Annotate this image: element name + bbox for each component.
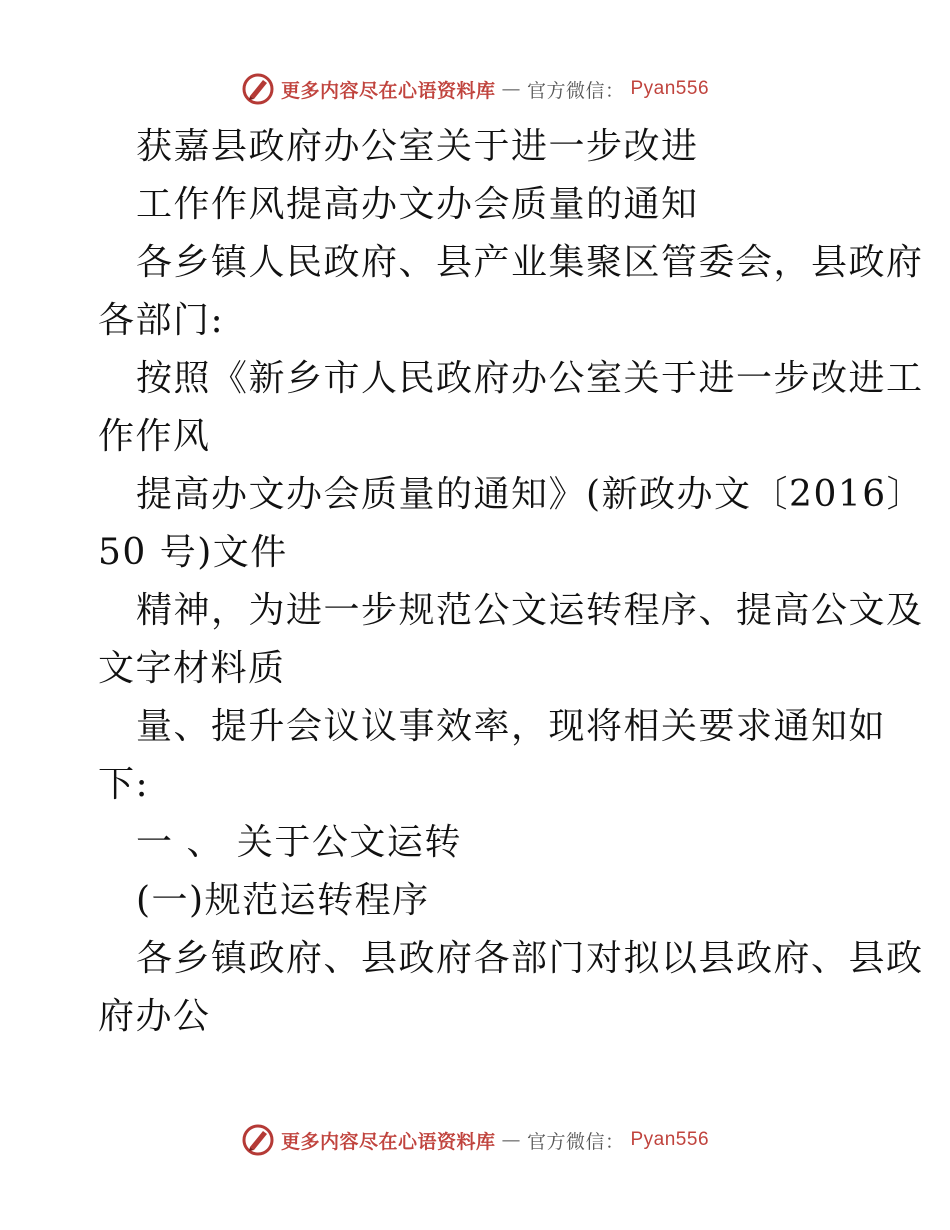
- document-body: [98, 118, 925, 1046]
- body-line: 50 号)文件: [98, 532, 288, 573]
- watermark-wechat-id: Pyan556: [630, 1129, 710, 1150]
- header-watermark: [0, 72, 950, 106]
- watermark-prefix: 官方微信：: [526, 79, 625, 102]
- body-line: 作作风: [98, 416, 211, 457]
- subsection-heading: (一)规范运转程序: [136, 880, 430, 921]
- pen-logo-icon: [241, 1123, 275, 1157]
- watermark-prefix: 官方微信：: [526, 1130, 625, 1153]
- body-line: 文字材料质: [98, 648, 286, 689]
- footer-watermark: [0, 1123, 950, 1157]
- body-line: 下:: [98, 764, 150, 805]
- watermark-site-text: 更多内容尽在心语资料库: [280, 1130, 496, 1153]
- title-line-1: 获嘉县政府办公室关于进一步改进: [136, 126, 699, 167]
- watermark-wechat-id: Pyan556: [630, 78, 710, 99]
- addressee-line-1: 各乡镇人民政府、县产业集聚区管委会，县政府: [136, 242, 924, 283]
- watermark-dash: —: [501, 1129, 521, 1151]
- body-line: 府办公: [98, 996, 211, 1037]
- title-line-2: 工作作风提高办文办会质量的通知: [136, 184, 699, 225]
- body-line: 各乡镇政府、县政府各部门对拟以县政府、县政: [136, 938, 924, 979]
- body-line: 量、提升会议议事效率，现将相关要求通知如: [136, 706, 887, 747]
- pen-logo-icon: [241, 72, 275, 106]
- body-line: 精神，为进一步规范公文运转程序、提高公文及: [136, 590, 924, 631]
- watermark-site-text: 更多内容尽在心语资料库: [280, 79, 496, 102]
- body-line: 按照《新乡市人民政府办公室关于进一步改进工: [136, 358, 924, 399]
- body-line: 提高办文办会质量的通知》(新政办文〔2016〕: [136, 474, 925, 515]
- watermark-dash: —: [501, 78, 521, 100]
- section-heading: 一 、 关于公文运转: [136, 822, 462, 863]
- addressee-line-2: 各部门:: [98, 300, 225, 341]
